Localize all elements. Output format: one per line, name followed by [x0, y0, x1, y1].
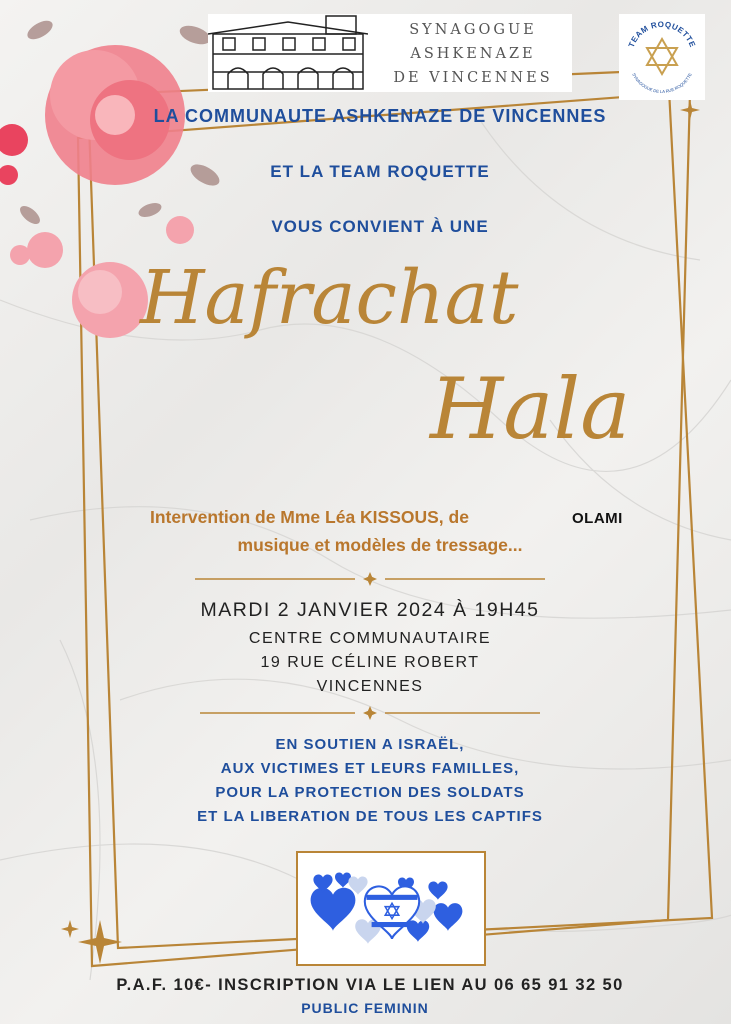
hearts-icon [298, 853, 484, 964]
ornament-divider-2 [200, 704, 540, 722]
event-city: VINCENNES [316, 678, 424, 695]
israel-hearts-image [296, 851, 486, 966]
synagogue-line3: DE VINCENNES [393, 70, 553, 86]
intro-line-2: ET LA TEAM ROQUETTE [270, 162, 490, 181]
intro-line-1: LA COMMUNAUTE ASHKENAZE DE VINCENNES [153, 106, 607, 126]
intro-line-3: VOUS CONVIENT À UNE [271, 217, 489, 236]
support-line-4: ET LA LIBERATION DE TOUS LES CAPTIFS [197, 808, 543, 825]
title-word-2: Hala [430, 360, 631, 458]
ornament-divider [195, 570, 545, 588]
team-logo-subtitle: SYNAGOGUE DE LA RUE ROQUETTE [631, 72, 693, 95]
event-date: MARDI 2 JANVIER 2024 À 19H45 [200, 599, 540, 621]
support-message [120, 733, 620, 829]
intervention-line-2: musique et modèles de tressage... [237, 535, 523, 555]
synagogue-line2: ASHKENAZE [410, 46, 536, 62]
event-street: 19 RUE CÉLINE ROBERT [260, 654, 480, 671]
event-venue: CENTRE COMMUNAUTAIRE [248, 630, 492, 647]
support-line-3: POUR LA PROTECTION DES SOLDATS [215, 784, 525, 801]
footer-paf: P.A.F. 10€- INSCRIPTION VIA LE LIEN AU 06 65 91 32 50 [116, 976, 624, 994]
team-logo-title: TEAM ROQUETTE [626, 19, 698, 49]
olami-logo: OLAMI [572, 510, 623, 527]
footer-audience: PUBLIC FEMININ [301, 1000, 429, 1016]
intervention-line-1: Intervention de Mme Léa KISSOUS, de [150, 507, 469, 527]
support-line-1: EN SOUTIEN A ISRAËL, [275, 736, 465, 753]
title-word-1: Hafrachat [140, 255, 519, 341]
support-line-2: AUX VICTIMES ET LEURS FAMILLES, [220, 760, 520, 777]
synagogue-line1: SYNAGOGUE [409, 22, 537, 38]
